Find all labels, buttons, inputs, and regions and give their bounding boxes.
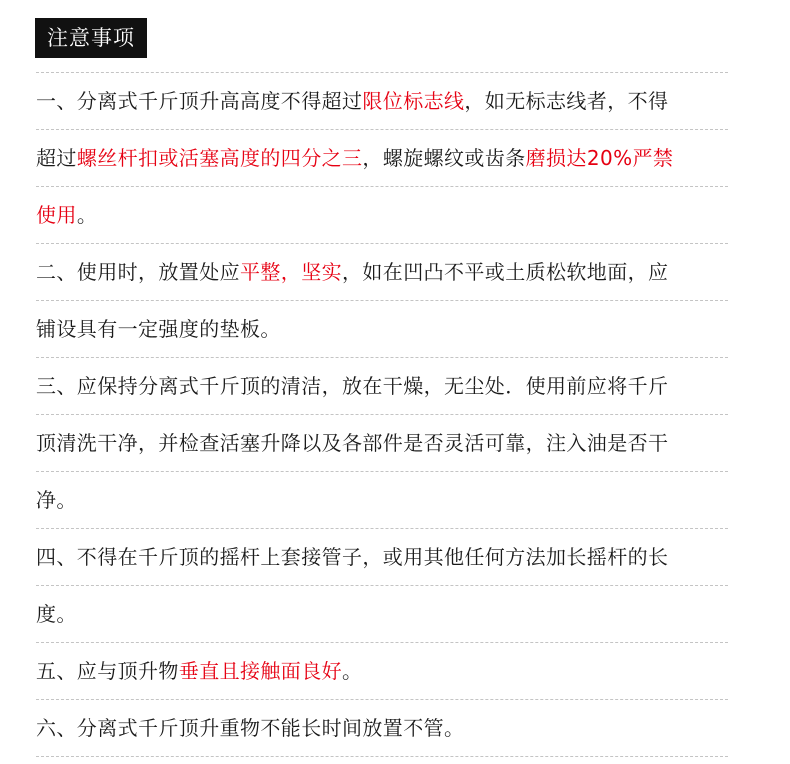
highlighted-text: 螺丝杆扣或活塞高度的四分之三 bbox=[76, 146, 363, 170]
text-segment: ，如在凹凸不平或土质松软地面，应 bbox=[342, 260, 669, 284]
notice-line bbox=[36, 528, 728, 585]
highlighted-text: 限位标志线 bbox=[362, 89, 465, 113]
text-segment: 五、应与顶升物 bbox=[36, 659, 179, 683]
highlighted-text: 使用 bbox=[36, 203, 77, 227]
text-segment: 度。 bbox=[36, 602, 77, 626]
highlighted-text: 平整，坚实 bbox=[240, 260, 342, 284]
text-segment: 六、分离式千斤顶升重物不能长时间放置不管。 bbox=[36, 716, 465, 740]
text-segment: 。 bbox=[76, 203, 98, 227]
notice-line bbox=[36, 300, 728, 357]
text-segment: 。 bbox=[342, 659, 363, 683]
notice-line bbox=[36, 642, 728, 699]
text-segment: 三、应保持分离式千斤顶的清洁，放在干燥，无尘处．使用前应将千斤 bbox=[36, 374, 669, 398]
highlighted-text: 垂直且接触面良好 bbox=[178, 659, 343, 683]
highlighted-text: 磨损达20%严禁 bbox=[525, 146, 674, 170]
notice-line bbox=[36, 129, 728, 186]
notice-line bbox=[36, 471, 728, 528]
notice-line bbox=[36, 585, 728, 642]
text-segment: 二、使用时，放置处应 bbox=[36, 260, 240, 284]
text-segment: 四、不得在千斤顶的摇杆上套接管子，或用其他任何方法加长摇杆的长 bbox=[36, 545, 669, 569]
text-segment: 净。 bbox=[36, 488, 77, 512]
notice-line bbox=[36, 357, 728, 414]
notice-line bbox=[36, 414, 728, 471]
text-segment: ，如无标志线者，不得 bbox=[464, 89, 669, 113]
text-segment: 铺设具有一定强度的垫板。 bbox=[36, 317, 281, 341]
notice-line bbox=[36, 243, 728, 300]
text-segment: ，螺旋螺纹或齿条 bbox=[362, 146, 526, 170]
notice-line bbox=[36, 186, 728, 243]
text-segment: 超过 bbox=[36, 146, 77, 170]
notice-line bbox=[36, 699, 728, 757]
section-title: 注意事项 bbox=[35, 18, 147, 58]
notice-body bbox=[36, 72, 728, 757]
text-segment: 一、分离式千斤顶升高高度不得超过 bbox=[36, 89, 363, 113]
text-segment: 顶清洗干净，并检查活塞升降以及各部件是否灵活可靠，注入油是否干 bbox=[36, 431, 669, 455]
notice-line bbox=[36, 72, 728, 129]
